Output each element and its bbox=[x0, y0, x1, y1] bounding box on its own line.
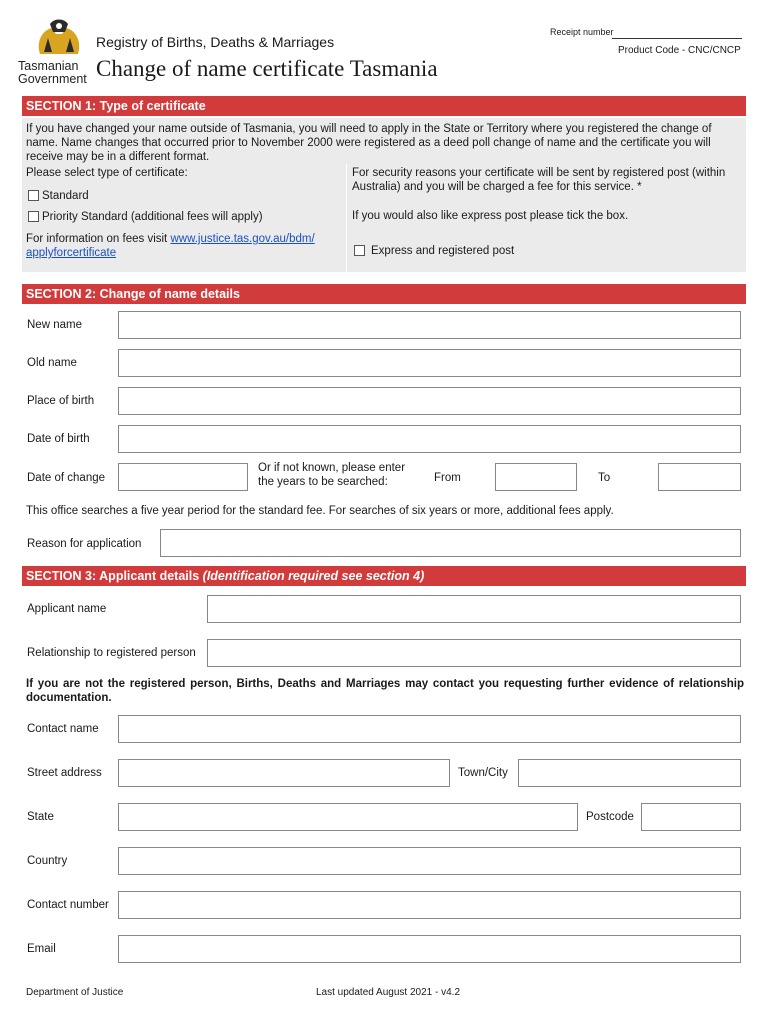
footer-version: Last updated August 2021 - v4.2 bbox=[316, 987, 460, 998]
years-not-known-note bbox=[258, 461, 405, 489]
reason-label: Reason for application bbox=[27, 538, 142, 550]
tasmanian-tiger-crest-icon bbox=[32, 14, 86, 60]
express-checkbox[interactable] bbox=[354, 245, 365, 256]
contact-name-input[interactable] bbox=[118, 715, 741, 743]
section3-heading-text: SECTION 3: Applicant details bbox=[26, 569, 203, 583]
standard-label: Standard bbox=[42, 190, 89, 202]
department-name: Registry of Births, Deaths & Marriages bbox=[96, 34, 335, 50]
logo-wordmark bbox=[18, 60, 87, 86]
street-address-label: Street address bbox=[27, 767, 102, 779]
country-label: Country bbox=[27, 855, 68, 867]
fees-link[interactable]: www.justice.tas.gov.au/bdm/ bbox=[170, 233, 315, 245]
new-name-input[interactable] bbox=[118, 311, 741, 339]
date-of-birth-label: Date of birth bbox=[27, 433, 90, 445]
relationship-label: Relationship to registered person bbox=[27, 647, 196, 659]
relationship-evidence-notice: If you are not the registered person, Births, Deaths and Marriages may contact you requesting further evidence of relationship documentation. bbox=[26, 678, 744, 704]
standard-checkbox[interactable] bbox=[28, 190, 39, 201]
option-priority[interactable] bbox=[28, 210, 263, 224]
contact-number-input[interactable] bbox=[118, 891, 741, 919]
option-express[interactable] bbox=[354, 244, 514, 258]
contact-name-label: Contact name bbox=[27, 723, 99, 735]
new-name-label: New name bbox=[27, 319, 82, 331]
fees-info bbox=[26, 232, 336, 260]
section1-intro: If you have changed your name outside of Tasmania, you will need to apply in the State or Territory where you registered the change of name. Name changes that occurred prior to November 2000 were registered as a deed poll change of name and the certificate you will receive may be in a different format. bbox=[26, 123, 712, 163]
priority-label: Priority Standard (additional fees will apply) bbox=[42, 211, 263, 223]
old-name-label: Old name bbox=[27, 357, 77, 369]
receipt-number-field[interactable] bbox=[612, 38, 742, 39]
state-label: State bbox=[27, 811, 54, 823]
postcode-label: Postcode bbox=[586, 811, 634, 823]
reason-input[interactable] bbox=[160, 529, 741, 557]
product-code: Product Code - CNC/CNCP bbox=[618, 45, 741, 56]
contact-number-label: Contact number bbox=[27, 899, 109, 911]
street-address-input[interactable] bbox=[118, 759, 450, 787]
town-city-label: Town/City bbox=[458, 767, 508, 779]
express-label: Express and registered post bbox=[371, 245, 515, 257]
applicant-name-input[interactable] bbox=[207, 595, 741, 623]
town-city-input[interactable] bbox=[518, 759, 741, 787]
place-of-birth-input[interactable] bbox=[118, 387, 741, 415]
select-type-label: Please select type of certificate: bbox=[26, 167, 188, 179]
place-of-birth-label: Place of birth bbox=[27, 395, 95, 407]
old-name-input[interactable] bbox=[118, 349, 741, 377]
email-label: Email bbox=[27, 943, 56, 955]
to-label: To bbox=[598, 472, 611, 484]
years-note-line1: Or if not known, please enter bbox=[258, 462, 406, 474]
fees-prefix: For information on fees visit bbox=[26, 233, 171, 245]
receipt-number-label: Receipt number bbox=[550, 27, 614, 37]
option-standard[interactable] bbox=[28, 189, 89, 203]
section3-heading bbox=[22, 566, 746, 586]
priority-checkbox[interactable] bbox=[28, 211, 39, 222]
search-fee-note: This office searches a five year period for the standard fee. For searches of six years or more, additional fees apply. bbox=[26, 505, 614, 517]
state-input[interactable] bbox=[118, 803, 578, 831]
email-input[interactable] bbox=[118, 935, 741, 963]
to-year-input[interactable] bbox=[658, 463, 741, 491]
date-of-birth-input[interactable] bbox=[118, 425, 741, 453]
logo-text-tasmanian: Tasmanian bbox=[18, 59, 79, 73]
from-label: From bbox=[434, 472, 461, 484]
applicant-name-label: Applicant name bbox=[27, 603, 107, 615]
date-of-change-label: Date of change bbox=[27, 472, 106, 484]
express-text: If you would also like express post please tick the box. bbox=[352, 210, 629, 222]
years-note-line2: the years to be searched: bbox=[258, 476, 388, 488]
tasmanian-government-logo bbox=[18, 14, 98, 88]
fees-link-continued[interactable]: applyforcertificate bbox=[26, 247, 117, 259]
security-text: For security reasons your certificate will be sent by registered post (within Australia) and you will be charged a fee for this service. * bbox=[352, 167, 726, 193]
logo-text-government: Government bbox=[18, 72, 87, 86]
section2-heading: SECTION 2: Change of name details bbox=[22, 284, 746, 304]
footer-department: Department of Justice bbox=[26, 987, 124, 998]
country-input[interactable] bbox=[118, 847, 741, 875]
section3-heading-note: (Identification required see section 4) bbox=[202, 569, 425, 583]
section1-heading: SECTION 1: Type of certificate bbox=[22, 96, 746, 116]
from-year-input[interactable] bbox=[495, 463, 577, 491]
section1-divider bbox=[346, 164, 347, 272]
postcode-input[interactable] bbox=[641, 803, 741, 831]
date-of-change-input[interactable] bbox=[118, 463, 248, 491]
page-title: Change of name certificate Tasmania bbox=[96, 56, 438, 81]
relationship-input[interactable] bbox=[207, 639, 741, 667]
